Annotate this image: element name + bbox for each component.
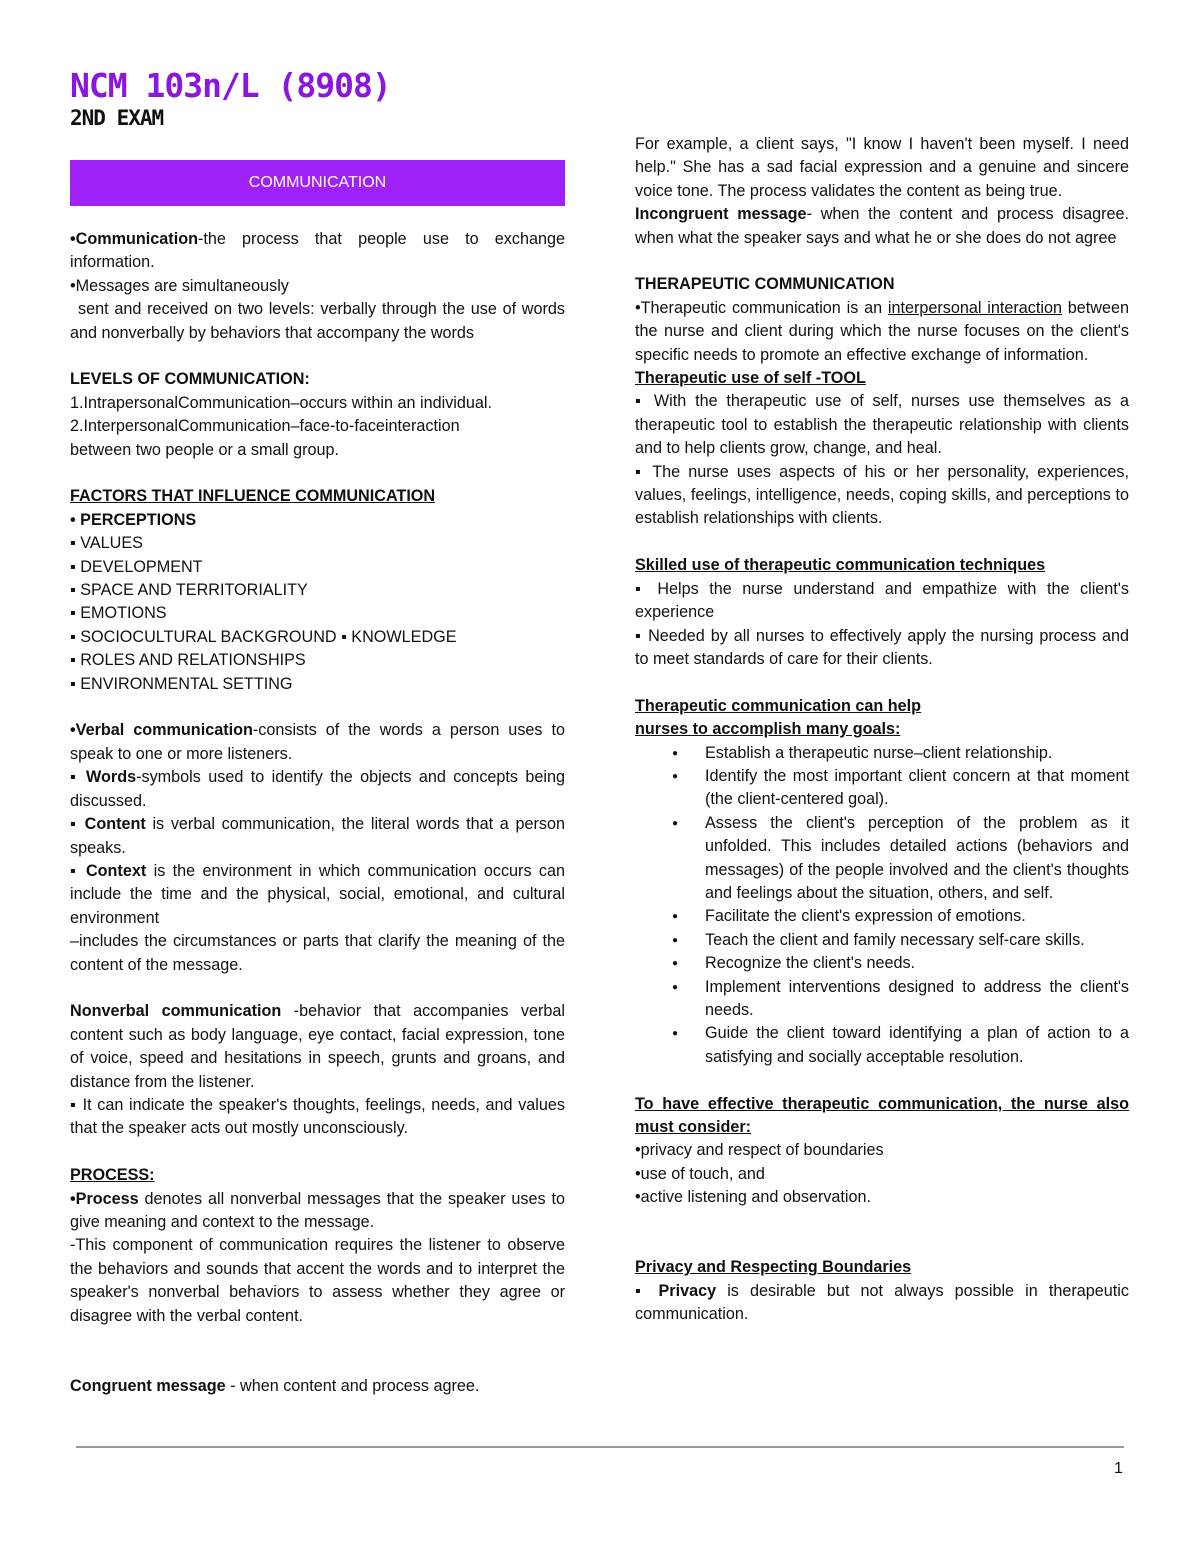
document-title: NCM 103n/L (8908) (70, 66, 391, 105)
page-number: 1 (1114, 1460, 1123, 1477)
incongruent-definition (635, 203, 1129, 250)
definition-text: is desirable but not always possible in therapeutic communication. (635, 1281, 1129, 1324)
goal-item: ● Teach the client and family necessary self-care skills. (705, 929, 1129, 952)
nonverbal-definition (70, 1000, 565, 1094)
messages-line: •Messages are simultaneously (70, 276, 289, 295)
definition-text: -behavior that accompanies verbal content such as body language, eye contact, facial expression, tone of voice, speed and hesitations in speech, grunts and groans, and distance from the listener. (70, 1002, 565, 1091)
verbal-definition (70, 719, 565, 766)
term: Content (84, 815, 146, 834)
bullet: ▪ (70, 815, 85, 834)
process-definition (70, 1188, 565, 1235)
nonverbal-more: ▪ It can indicate the speaker's thoughts, feelings, needs, and values that the speaker acts out mostly unconsciously. (70, 1095, 565, 1138)
factor-item: • PERCEPTIONS (70, 510, 197, 529)
goal-item: ● Facilitate the client's expression of emotions. (705, 905, 1129, 928)
definition-text: - when content and process agree. (225, 1376, 480, 1395)
example-paragraph: For example, a client says, "I know I haven't been myself. I need help." She has a sad facial expression and a genuine and sincere voice tone. The process validates the content as being true. (635, 135, 1129, 200)
communication-definition (70, 228, 565, 275)
bullet: ▪ (70, 861, 86, 880)
bullet: ▪ (70, 768, 87, 787)
levels-item-2-cont: between two people or a small group. (70, 440, 340, 459)
factor-item: ▪ SOCIOCULTURAL BACKGROUND ▪ KNOWLEDGE (70, 627, 457, 646)
factor-item: ▪ EMOTIONS (70, 604, 167, 623)
self-item: ▪ With the therapeutic use of self, nurses use themselves as a therapeutic tool to establish the therapeutic relationship with clients and to help clients grow, change, and heal. (635, 392, 1129, 458)
consider-item: •active listening and observation. (635, 1188, 872, 1207)
section-banner: COMMUNICATION (70, 160, 565, 206)
skilled-item: ▪ Needed by all nurses to effectively apply the nursing process and to meet standards of care for their clients. (635, 626, 1129, 668)
factor-item: ▪ VALUES (70, 534, 143, 553)
term: Nonverbal communication (70, 1002, 282, 1021)
bullet: ▪ (635, 1281, 659, 1300)
document-subtitle: 2ND EXAM (70, 106, 164, 130)
process-more: -This component of communication requires the listener to observe the behaviors and sounds that accent the words and to interpret the speaker's nonverbal behaviors to assess whether they agree or disagree with the verbal content. (70, 1236, 565, 1325)
goal-item: ● Establish a therapeutic nurse–client relationship. (705, 742, 1129, 765)
process-heading: PROCESS: (70, 1166, 155, 1185)
term: Congruent message (70, 1376, 226, 1395)
content-definition (70, 813, 565, 860)
goals-heading-cont: nurses to accomplish many goals: (635, 720, 901, 739)
term: Context (85, 861, 147, 880)
context-definition (70, 860, 565, 930)
goal-item: ● Assess the client's perception of the problem as it unfolded. This includes detailed actions (behaviors and messages) of the people involved and the client's thoughts and feelings about the situation, others, and self. (705, 812, 1129, 906)
skilled-heading: Skilled use of therapeutic communication techniques (635, 556, 1046, 575)
term: •Communication (70, 230, 198, 248)
words-definition (70, 766, 565, 813)
definition-text: -consists of the words a person uses to speak to one or more listeners. (70, 721, 565, 763)
right-column (635, 133, 1129, 1327)
goal-item: ● Identify the most important client concern at that moment (the client-centered goal). (705, 765, 1129, 812)
goal-item: ● Guide the client toward identifying a plan of action to a satisfying and socially acceptable resolution. (705, 1022, 1129, 1069)
definition-text: denotes all nonverbal messages that the speaker uses to give meaning and context to the message. (70, 1189, 565, 1231)
therapeutic-definition (635, 297, 1129, 367)
goals-heading: Therapeutic communication can help (635, 696, 922, 715)
consider-item: •use of touch, and (635, 1164, 765, 1183)
context-more: –includes the circumstances or parts that clarify the meaning of the content of the message. (70, 932, 565, 974)
definition-text: is verbal communication, the literal words that a person speaks. (70, 815, 565, 857)
levels-heading: LEVELS OF COMMUNICATION: (70, 370, 310, 389)
term: Incongruent message (635, 205, 807, 224)
left-column (70, 160, 565, 1398)
definition-text: - when the content and process disagree. when what the speaker says and what he or she does do not agree (635, 205, 1129, 247)
footer-divider (76, 1446, 1124, 1448)
factors-heading: FACTORS THAT INFLUENCE COMMUNICATION (70, 487, 436, 506)
underlined-term: interpersonal interaction (887, 298, 1062, 317)
definition-text: between the nurse and client during which the nurse focuses on the client's specific needs to promote an effective exchange of information. (635, 298, 1129, 364)
definition-text: is the environment in which communication occurs can include the time and the physical, social, emotional, and cultural environment (70, 861, 565, 927)
goal-item: ● Implement interventions designed to address the client's needs. (705, 976, 1129, 1023)
term: Privacy (658, 1281, 717, 1300)
privacy-heading: Privacy and Respecting Boundaries (635, 1258, 912, 1277)
consider-heading: To have effective therapeutic communication, the nurse also must consider: (635, 1094, 1129, 1136)
levels-item-2: 2.InterpersonalCommunication–face-to-faceinteraction (70, 417, 460, 436)
consider-item: •privacy and respect of boundaries (635, 1141, 884, 1160)
factor-item: ▪ ENVIRONMENTAL SETTING (70, 674, 293, 693)
privacy-definition (635, 1280, 1129, 1327)
congruent-definition (70, 1375, 565, 1398)
self-heading: Therapeutic use of self -TOOL (635, 369, 866, 388)
messages-text: sent and received on two levels: verbally through the use of words and nonverbally by behaviors that accompany the words (70, 300, 565, 342)
definition-text: -the process that people use to exchange information. (70, 230, 565, 272)
goals-list (635, 742, 1129, 1070)
definition-text: -symbols used to identify the objects and concepts being discussed. (70, 768, 565, 810)
factor-item: ▪ DEVELOPMENT (70, 557, 203, 576)
factor-item: ▪ ROLES AND RELATIONSHIPS (70, 651, 306, 670)
term: •Verbal communication (70, 721, 253, 740)
goal-item: ● Recognize the client's needs. (705, 952, 1129, 975)
self-item: ▪ The nurse uses aspects of his or her personality, experiences, values, feelings, intelligence, needs, coping skills, and perceptions to establish relationships with clients. (635, 462, 1129, 528)
therapeutic-heading: THERAPEUTIC COMMUNICATION (635, 275, 895, 294)
definition-text: •Therapeutic communication is an (635, 298, 888, 317)
term: Words (86, 768, 137, 787)
factor-item: ▪ SPACE AND TERRITORIALITY (70, 581, 308, 600)
skilled-item: ▪ Helps the nurse understand and empathize with the client's experience (635, 579, 1129, 622)
levels-item-1: 1.IntrapersonalCommunication–occurs within an individual. (70, 393, 492, 412)
term: •Process (70, 1189, 139, 1208)
